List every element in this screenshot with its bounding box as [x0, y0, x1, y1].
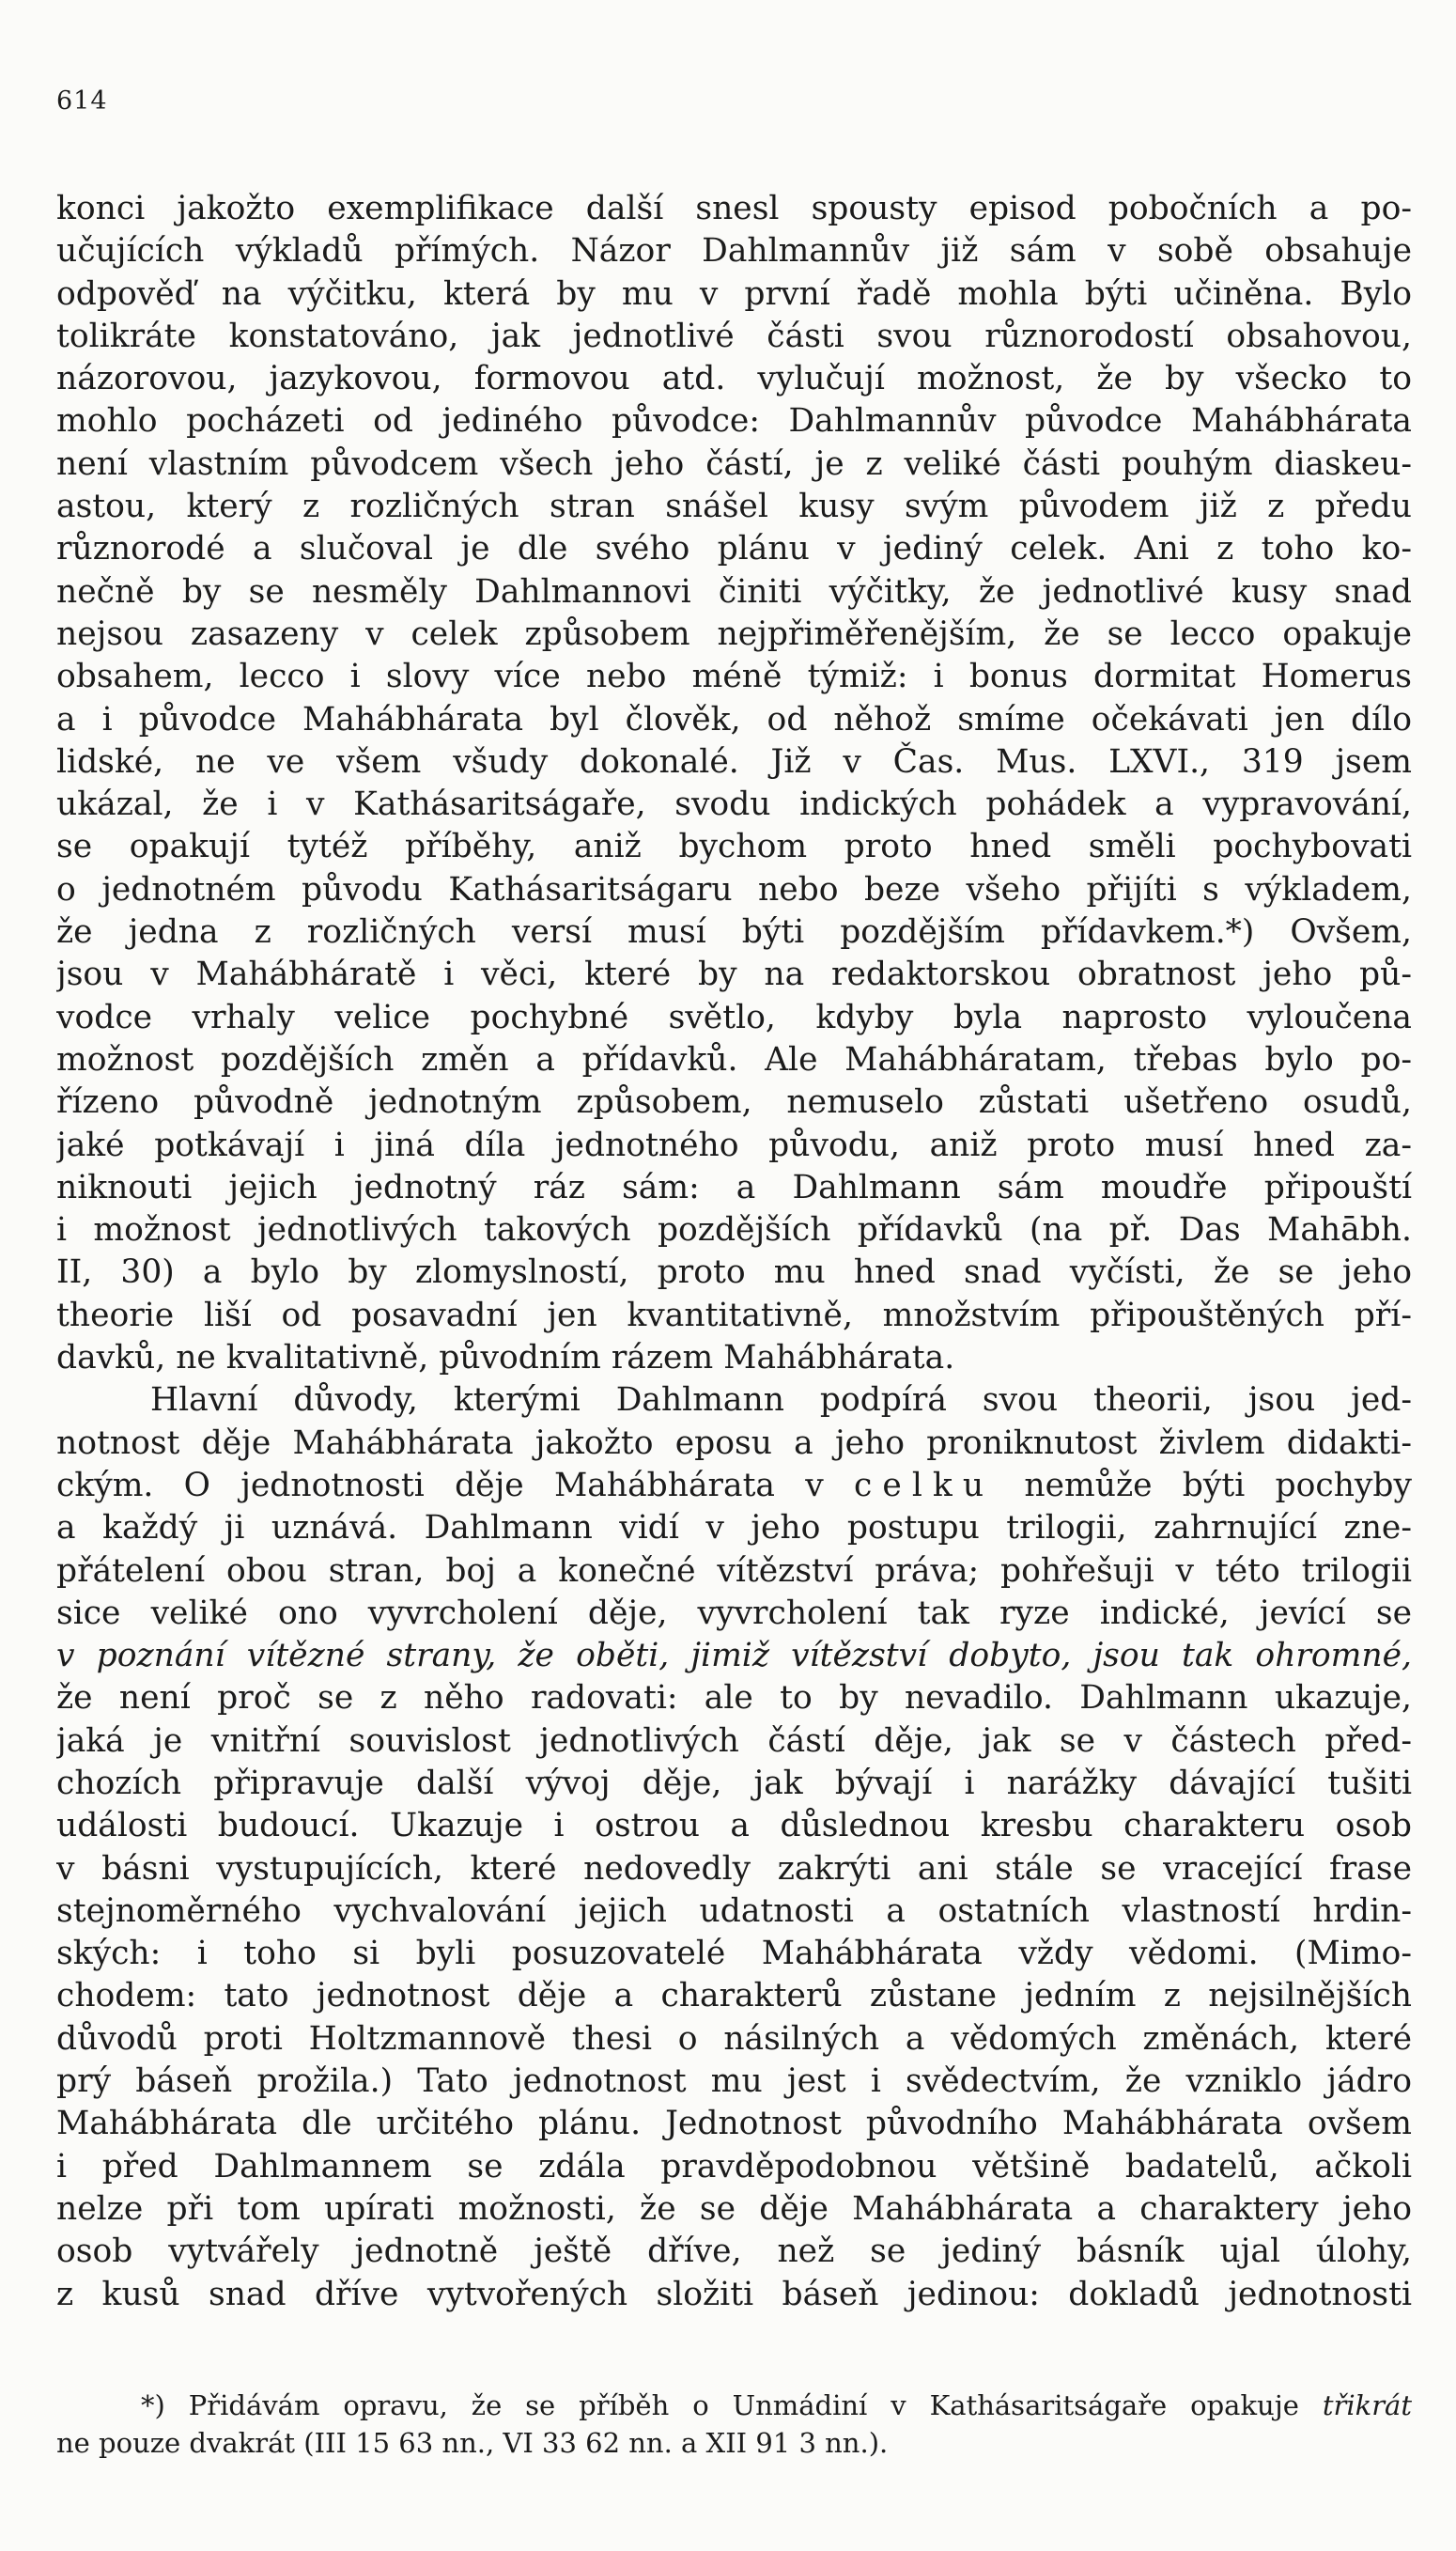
paragraph-1 [56, 188, 1412, 1379]
footnote-text: *) Přidávám opravu, že se příběh o Unmádiní v Kathásaritságaře opakuje [141, 2389, 1299, 2421]
text-line: odpověď na výčitku, která by mu v první řadě mohla býti učiněna. Bylo [56, 274, 1412, 313]
text-line: řízeno původně jednotným způsobem, nemuselo zůstati ušetřeno osudů, [56, 1083, 1412, 1122]
footnote-line: ne pouze dvakrát (III 15 63 nn., VI 33 62 nn. a XII 91 3 nn.). [56, 2427, 889, 2459]
text-line: osob vytvářely jednotně ještě dříve, než se jediný básník ujal úlohy, [56, 2232, 1412, 2271]
text-line: události budoucí. Ukazuje i ostrou a důslednou kresbu charakteru osob [56, 1807, 1412, 1845]
text-line: tolikráte konstatováno, jak jednotlivé části svou různorodostí obsahovou, [56, 317, 1412, 355]
paragraph-2 [56, 1379, 1412, 2316]
text-line: možnost pozdějších změn a přídavků. Ale Mahábháratam, třebas bylo po- [56, 1040, 1412, 1079]
text-segment: nemůže býti pochyby [1024, 1466, 1412, 1504]
text-line: i před Dahlmannem se zdála pravděpodobnou většině badatelů, ačkoli [56, 2147, 1412, 2185]
text-line: různorodé a slučoval je dle svého plánu v jediný celek. Ani z toho ko- [56, 530, 1412, 568]
text-line: z kusů snad dříve vytvořených složiti báseň jedinou: dokladů jednotnosti [56, 2275, 1412, 2313]
text-line: lidské, ne ve všem všudy dokonalé. Již v Čas. Mus. LXVI., 319 jsem [56, 742, 1412, 781]
text-line: theorie liší od posavadní jen kvantitativně, množstvím připouštěných pří- [56, 1296, 1412, 1334]
text-line: jaké potkávají i jiná díla jednotného původu, aniž proto musí hned za- [56, 1126, 1412, 1164]
text-line: jaká je vnitřní souvislost jednotlivých částí děje, jak se v částech před- [56, 1721, 1412, 1760]
text-line: Mahábhárata dle určitého plánu. Jednotnost původního Mahábhárata ovšem [56, 2105, 1412, 2143]
text-line: přátelení obou stran, boj a konečné vítězství práva; pohřešuji v této trilogii [56, 1551, 1412, 1590]
text-line: niknouti jejich jednotný ráz sám: a Dahlmann sám moudře připouští [56, 1168, 1412, 1206]
text-line: notnost děje Mahábhárata jakožto eposu a jeho proniknutost živlem didakti- [56, 1423, 1412, 1462]
text-line-italic: v poznání vítězné strany, že oběti, jimiž vítězství dobyto, jsou tak ohromné, [56, 1637, 1412, 1675]
text-line: nelze při tom upírati možnosti, že se děje Mahábhárata a charaktery jeho [56, 2189, 1412, 2228]
text-line: důvodů proti Holtzmannově thesi o násilných a vědomých změnách, které [56, 2019, 1412, 2058]
text-line: chodem: tato jednotnost děje a charakterů zůstane jedním z nejsilnějších [56, 1977, 1412, 2015]
text-line: jsou v Mahábháratě i věci, které by na redaktorskou obratnost jeho pů- [56, 956, 1412, 994]
text-segment: ckým. O jednotnosti děje Mahábhárata v [56, 1466, 824, 1504]
footnote-line [56, 2387, 1412, 2424]
text-line: názorovou, jazykovou, formovou atd. vylučují možnost, že by všecko to [56, 360, 1412, 398]
text-line: učujících výkladů přímých. Názor Dahlmannův již sám v sobě obsahuje [56, 232, 1412, 271]
text-line: astou, který z rozličných stran snášel kusy svým původem již z předu [56, 488, 1412, 526]
text-line: že jedna z rozličných versí musí býti pozdějším přídavkem.*) Ovšem, [56, 913, 1412, 952]
text-line: i možnost jednotlivých takových pozdějších přídavků (na př. Das Mahābh. [56, 1211, 1412, 1250]
text-line: nečně by se nesměly Dahlmannovi činiti výčitky, že jednotlivé kusy snad [56, 572, 1412, 611]
page-number: 614 [56, 86, 108, 116]
text-line: a každý ji uznává. Dahlmann vidí v jeho postupu trilogii, zahrnující zne- [56, 1509, 1412, 1548]
text-line: o jednotném původu Kathásaritságaru nebo beze všeho přijíti s výkladem, [56, 870, 1412, 909]
text-line: prý báseň prožila.) Tato jednotnost mu jest i svědectvím, že vzniklo jádro [56, 2062, 1412, 2101]
text-line: nejsou zasazeny v celek způsobem nejpřiměřenějším, že se lecco opakuje [56, 614, 1412, 653]
text-line: II, 30) a bylo by zlomyslností, proto mu hned snad vyčísti, že se jeho [56, 1253, 1412, 1292]
footnote [56, 2387, 1412, 2462]
emphasized-word: celku [854, 1466, 995, 1504]
text-line: Hlavní důvody, kterými Dahlmann podpírá svou theorii, jsou jed- [150, 1381, 1412, 1420]
text-line: stejnoměrného vychvalování jejich udatnosti a ostatních vlastností hrdin- [56, 1891, 1412, 1930]
text-line: mohlo pocházeti od jediného původce: Dahlmannův původce Mahábhárata [56, 402, 1412, 441]
text-line [56, 1465, 1412, 1507]
text-line: a i původce Mahábhárata byl člověk, od něhož smíme očekávati jen dílo [56, 700, 1412, 739]
text-line: vodce vrhaly velice pochybné světlo, kdyby byla naprosto vyloučena [56, 998, 1412, 1036]
text-line: ukázal, že i v Kathásaritságaře, svodu indických pohádek a vypravování, [56, 786, 1412, 824]
text-line: konci jakožto exemplifikace další snesl spousty episod pobočních a po- [56, 190, 1412, 227]
text-line: davků, ne kvalitativně, původním rázem Mahábhárata. [56, 1339, 955, 1377]
text-line: ských: i toho si byli posuzovatelé Mahábhárata vždy vědomi. (Mimo- [56, 1935, 1412, 1973]
text-line: není vlastním původcem všech jeho částí, je z veliké části pouhým diaskeu- [56, 444, 1412, 483]
text-line: že není proč se z něho radovati: ale to by nevadilo. Dahlmann ukazuje, [56, 1679, 1412, 1718]
footnote-italic-word: třikrát [1322, 2389, 1412, 2421]
text-line: se opakují tytéž příběhy, aniž bychom proto hned směli pochybovati [56, 828, 1412, 866]
text-line: v básni vystupujících, které nedovedly zakrýti ani stále se vracející frase [56, 1849, 1412, 1888]
text-line: chozích připravuje další vývoj děje, jak bývají i narážky dávající tušiti [56, 1764, 1412, 1802]
text-line: sice veliké ono vyvrcholení děje, vyvrcholení tak ryze indické, jevící se [56, 1594, 1412, 1632]
main-text [56, 188, 1412, 2316]
text-line: obsahem, lecco i slovy více nebo méně týmiž: i bonus dormitat Homerus [56, 658, 1412, 696]
